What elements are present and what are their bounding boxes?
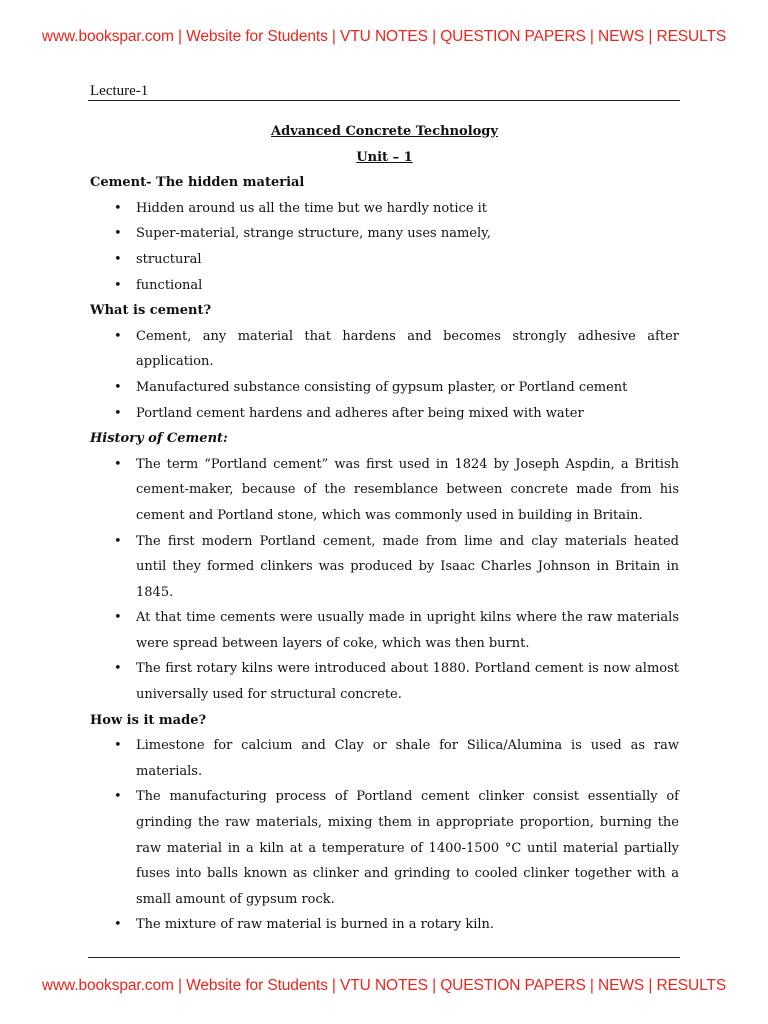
lecture-label: Lecture-1 [90, 83, 149, 99]
section-heading: Cement- The hidden material [90, 175, 305, 191]
bullet-list [90, 324, 679, 426]
list-item: • The mixture of raw material is burned in a rotary kiln. [90, 912, 679, 938]
footer-rule [88, 957, 680, 958]
list-item: • Limestone for calcium and Clay or shale for Silica/Alumina is used as raw materials. [90, 733, 679, 784]
section-history [90, 426, 679, 708]
section-heading: How is it made? [90, 712, 207, 728]
document-body [90, 119, 679, 938]
list-item: • The first modern Portland cement, made from lime and clay materials heated until they formed clinkers was produced by Isaac Charles Johnson in Britain in 1845. [90, 529, 679, 606]
list-item: • structural [90, 247, 679, 273]
list-item: • The first rotary kilns were introduced about 1880. Portland cement is now almost universally used for structural concrete. [90, 656, 679, 707]
list-item: • Manufactured substance consisting of gypsum plaster, or Portland cement [90, 375, 679, 401]
section-heading: History of Cement: [90, 431, 228, 447]
list-item: • Hidden around us all the time but we hardly notice it [90, 196, 679, 222]
list-item: • The manufacturing process of Portland cement clinker consist essentially of grinding the raw materials, mixing them in appropriate proportion, burning the raw material in a kiln at a temperature of 1400-1500 °C until material partially fuses into balls known as clinker and grinding to cooled clinker together with a small amount of gypsum rock. [90, 784, 679, 912]
list-item: • Cement, any material that hardens and becomes strongly adhesive after application. [90, 324, 679, 375]
list-item: • At that time cements were usually made in upright kilns where the raw materials were spread between layers of coke, which was then burnt. [90, 605, 679, 656]
header-rule [88, 100, 680, 101]
list-item: • Portland cement hardens and adheres after being mixed with water [90, 401, 679, 427]
section-how-made [90, 708, 679, 938]
bullet-list [90, 452, 679, 708]
section-what-is-cement [90, 298, 679, 426]
bullet-list [90, 733, 679, 938]
unit-title: Unit – 1 [356, 149, 413, 165]
site-banner-bottom[interactable]: www.bookspar.com | Website for Students | VTU NOTES | QUESTION PAPERS | NEWS | RESULTS [41, 977, 727, 994]
section-hidden-material [90, 170, 679, 298]
list-item: • Super-material, strange structure, many uses namely, [90, 221, 679, 247]
bullet-list [90, 196, 679, 298]
site-banner-top[interactable]: www.bookspar.com | Website for Students | VTU NOTES | QUESTION PAPERS | NEWS | RESULTS [41, 28, 727, 45]
list-item: • functional [90, 273, 679, 299]
list-item: • The term “Portland cement” was first used in 1824 by Joseph Aspdin, a British cement-maker, because of the resemblance between concrete made from his cement and Portland stone, which was commonly used in building in Britain. [90, 452, 679, 529]
course-title: Advanced Concrete Technology [271, 124, 498, 139]
section-heading: What is cement? [90, 303, 212, 319]
